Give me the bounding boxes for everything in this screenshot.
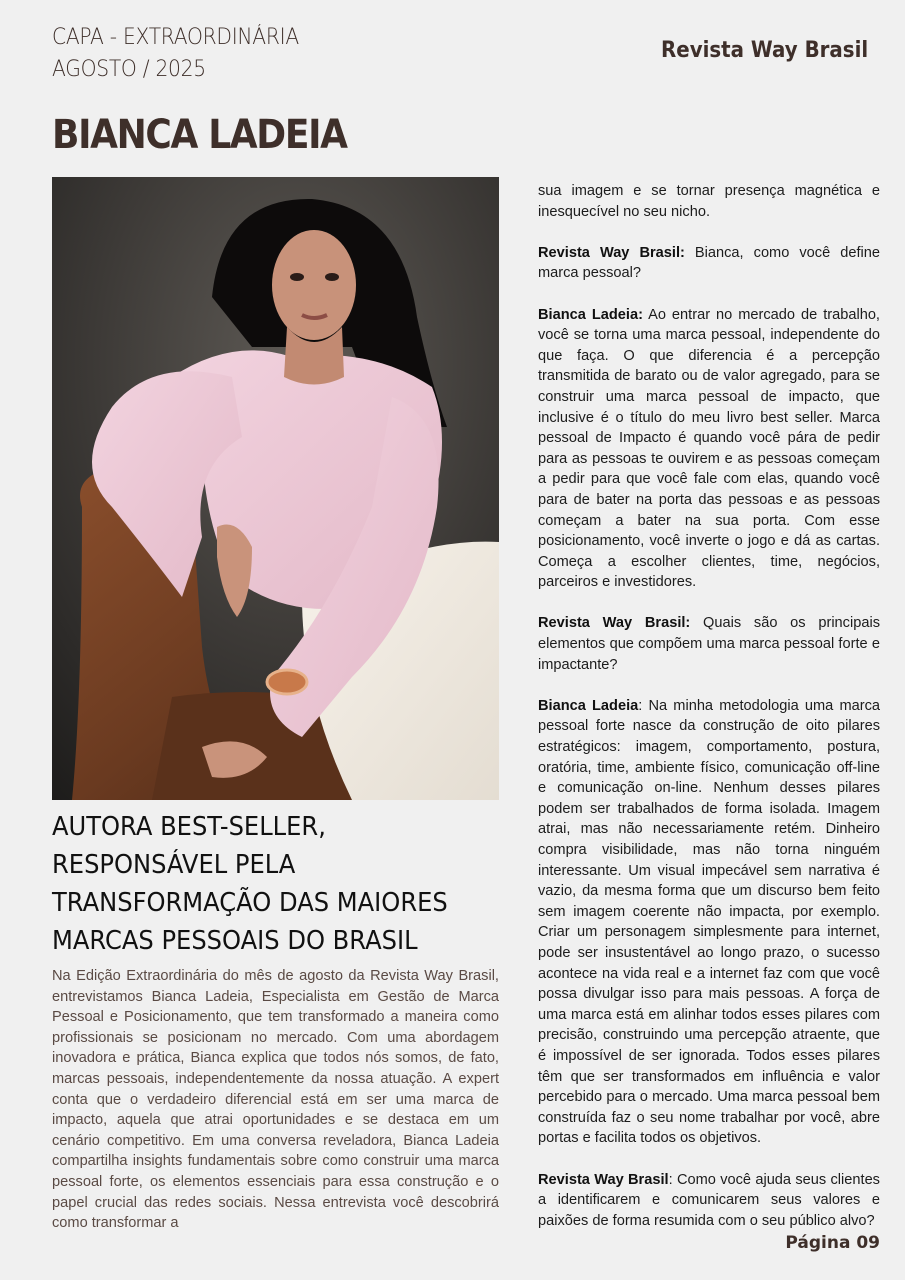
speaker-label: Revista Way Brasil xyxy=(538,1171,669,1188)
subtitle-line: AUTORA BEST-SELLER, xyxy=(52,812,326,842)
portrait-illustration xyxy=(52,177,499,800)
speaker-label: Revista Way Brasil: xyxy=(538,615,691,632)
edition-date: AGOSTO / 2025 xyxy=(52,57,206,82)
intro-paragraph: Na Edição Extraordinária do mês de agosto da Revista Way Brasil, entrevistamos Bianca Ladeia, Especialista em Gestão de Marca Pessoal e Posicionamento, que tem transformado a maneira como profissionais se posicionam no mercado. Com uma abordagem inovadora e prática, Bianca explica que todos nós somos, de fato, marcas pessoais, independentemente da nossa atuação. A expert conta que o verdadeiro diferencial está em ser uma marca de impacto, aquela que atrai oportunidades e se destaca em um cenário competitivo. Em uma conversa reveladora, Bianca Ladeia compartilha insights fundamentais sobre como construir uma marca pessoal forte, os elementos essenciais para essa construção e o papel crucial das redes sociais. Nessa entrevista você descobrirá como transformar a xyxy=(52,968,499,1232)
qa-text: Ao entrar no mercado de trabalho, você se torna uma marca pessoal, independente do que faça. O que diferencia é a percepção transmitida de barato ou de valor agregado, para se construir uma marca pessoal de impacto, que inclusive é o título do meu livro best seller. Marca pessoal de Impacto é quando você pára de pedir para as pessoas te ouvirem e as pessoas começam a pedir para que você fale com elas, quando você para de bater na porta das pessoas e as pessoas começam a bater na sua porta. Com esse posicionamento, você inverte o jogo e dá as cartas. Começa a escolher clientes, time, negócios, parceiros e investidores. xyxy=(538,306,880,591)
qa-question xyxy=(538,243,880,284)
qa-text: Quais são os principais elementos que compõem uma marca pessoal forte e impactante? xyxy=(538,615,880,673)
qa-text: : Na minha metodologia uma marca pessoal forte nasce da construção de oito pilares estratégicos: imagem, comportamento, postura, oratória, time, ambiente físico, comunicação off-line e comunicação on-line. Nenhum desses pilares podem ser trabalhados de forma isolada. Imagem atrai, mas não necessariamente retém. Dinheiro compra visibilidade, mas não torna ninguém interessante. Um visual impecável sem narrativa é vazio, da mesma forma que um discurso bem feito sem imagem coerente não impacta, por exemplo. Criar um personagem simplesmente para internet, pode ser insustentável ao longo prazo, o sucesso acontece na vida real e a internet faz com que você possa divulgar isso para mais pessoas. A força de uma marca está em alinhar todos esses pilares com precisão, construindo uma percepção atraente, que é impossível de ser ignorada. Todos esses pilares têm que ser transformados em influência e valor percebido para o mercado. Uma marca pessoal bem construída faz o seu nome trabalhar por você, abre portas e facilita todos os objetivos. xyxy=(538,697,880,1147)
section-name: CAPA - EXTRAORDINÁRIA xyxy=(52,25,299,50)
continuation-paragraph: sua imagem e se tornar presença magnética e inesquecível no seu nicho. xyxy=(538,183,880,220)
magazine-name: Revista Way Brasil xyxy=(660,38,868,63)
article-title: BIANCA LADEIA xyxy=(52,112,347,158)
subtitle-line: RESPONSÁVEL PELA xyxy=(52,850,296,880)
speaker-label: Bianca Ladeia: xyxy=(538,306,643,323)
subtitle-line: TRANSFORMAÇÃO DAS MAIORES xyxy=(52,888,448,918)
article-subtitle xyxy=(52,808,480,960)
qa-answer xyxy=(538,696,880,1149)
speaker-label: Revista Way Brasil: xyxy=(538,244,685,261)
qa-question xyxy=(538,613,880,675)
subtitle-line: MARCAS PESSOAIS DO BRASIL xyxy=(52,926,418,956)
face xyxy=(272,230,356,340)
qa-question xyxy=(538,1170,880,1232)
qa-text: Bianca, como você define marca pessoal? xyxy=(538,244,880,282)
page-number: Página 09 xyxy=(785,1233,880,1253)
qa-answer xyxy=(538,305,880,593)
bracelet xyxy=(267,670,307,694)
speaker-label: Bianca Ladeia xyxy=(538,697,639,714)
interview-column xyxy=(538,181,880,1252)
qa-text: : Como você ajuda seus clientes a identificarem e comunicarem seus valores e paixões de forma resumida com o seu público alvo? xyxy=(538,1171,880,1229)
cover-photo xyxy=(52,177,499,800)
section-label xyxy=(52,22,299,86)
